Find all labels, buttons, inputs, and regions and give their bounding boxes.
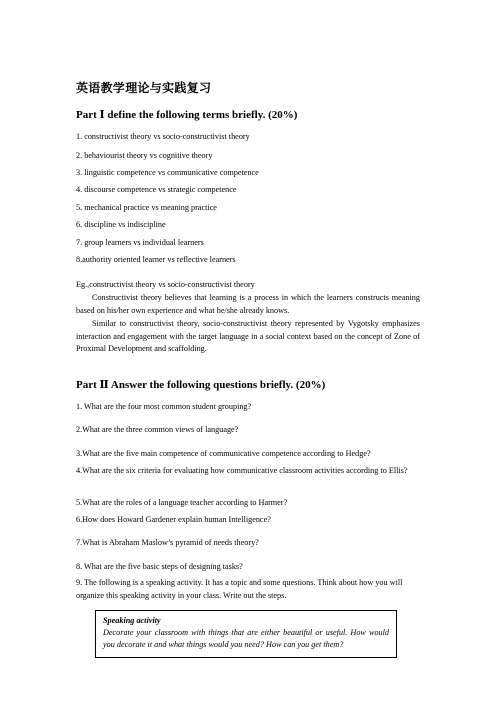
part2-heading: Part Ⅱ Answer the following questions briefly. (20%) [76,379,326,391]
question-5: 5.What are the roles of a language teacher according to Harmer? [76,498,288,507]
part1-item-6: 6. discipline vs indiscipline [76,220,166,229]
part1-item-4: 4. discourse competence vs strategic competence [76,185,237,194]
speaking-activity-box [95,610,397,658]
part1-item-3: 3. linguistic competence vs communicative competence [76,168,259,177]
example-paragraph-2: Similar to constructivist theory, socio-constructivist theory represented by Vygotsky emphasizes interaction and engagement with the target language in a social context based on the concept of Zone of Proximal Development and scaffolding. [76,319,420,353]
question-2: 2.What are the three common views of language? [76,425,239,434]
question-4: 4.What are the six criteria for evaluating how communicative classroom activities according to Ellis? [76,466,408,475]
part1-item-7: 7. group learners vs individual learners [76,238,204,247]
question-6: 6.How does Howard Gardener explain human Intelligence? [76,515,271,524]
part1-item-1: 1. constructivist theory vs socio-constructivist theory [76,132,250,141]
example-paragraph-1: Constructivist theory believes that learning is a process in which the learners constructs meaning based on his/her own experience and what he/she already knows. [76,293,420,315]
part1-item-2: 2. behaviourist theory vs cognitive theory [76,151,213,160]
speaking-activity-title: Speaking activity [103,616,161,625]
part1-item-8: 8.authority oriented learner vs reflective learners [76,255,236,264]
speaking-activity-body: Decorate your classroom with things that are either beautiful or useful. How would you decorate it and what things would you need? How can you get them? [103,628,389,649]
part1-item-5: 5. mechanical practice vs meaning practice [76,203,217,212]
question-1: 1. What are the four most common student grouping? [76,402,252,411]
document-title: 英语教学理论与实践复习 [76,81,212,95]
question-3: 3.What are the five main competence of communicative competence according to Hedge? [76,449,371,458]
part1-heading: Part Ⅰ define the following terms briefly. (20%) [76,109,298,121]
example-label: Eg.,constructivist theory vs socio-constructivist theory [76,280,255,289]
question-9: 9. The following is a speaking activity. It has a topic and some questions. Think about how you will organize this speaking activity in your class. Write out the steps. [76,578,403,600]
question-7: 7.What is Abraham Maslow’s pyramid of needs theory? [76,538,259,547]
question-8: 8. What are the five basic steps of designing tasks? [76,562,243,571]
